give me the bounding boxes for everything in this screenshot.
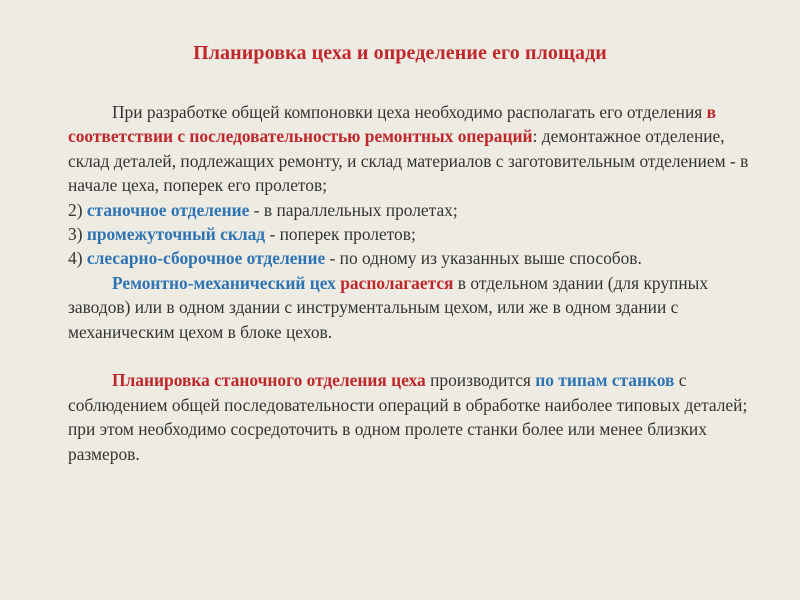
paragraph2-term: Ремонтно-механический цех: [112, 272, 336, 293]
paragraph3-emphasis: по типам станков: [535, 370, 675, 391]
paragraph-machine-section: [68, 368, 758, 466]
paragraph2-rest: в отдельном здании (для крупных заводов) или в одном здании с инструментальным цехом, или же в одном здании с механическим цехом в блоке цехов.: [68, 272, 709, 342]
list-item-term: станочное отделение: [86, 199, 250, 220]
paragraph3-rest: с соблюдением общей последовательности операций в обработке наиболее типовых деталей; при этом необходимо сосредоточить в одном пролете станки более или менее близких размеров.: [68, 370, 748, 464]
list-item-rest: - поперек пролетов;: [265, 224, 416, 245]
list-item-rest: - в параллельных пролетах;: [249, 199, 458, 220]
paragraph-layout-rules: [68, 100, 758, 198]
body-text: [68, 100, 758, 466]
paragraph1-tail: : демонтажное отделение, склад деталей, подлежащих ремонту, и склад материалов с заготовительным отделением - в начале цеха, поперек его пролетов;: [68, 126, 749, 196]
list-item-rest: - по одному из указанных выше способов.: [325, 248, 642, 269]
list-item: [68, 222, 758, 246]
paragraph3-term: Планировка станочного отделения цеха: [112, 370, 426, 391]
list-item-number: 4): [68, 248, 87, 269]
paragraph3-mid: производится: [425, 370, 536, 391]
list-item: [68, 246, 758, 270]
list-item-number: 3): [68, 224, 87, 245]
paragraph-gap: [68, 344, 758, 368]
list-item-number: 2): [68, 199, 87, 220]
page-title: Планировка цеха и определение его площади: [193, 42, 607, 64]
paragraph1-lead: При разработке общей компоновки цеха необходимо располагать его отделения: [112, 102, 707, 122]
paragraph1-emphasis: в соответствии с последовательностью ремонтных операций: [68, 102, 717, 147]
paragraph2-verb: располагается: [340, 272, 454, 293]
list-item: [68, 198, 758, 222]
list-item-term: промежуточный склад: [86, 224, 266, 245]
paragraph-repair-shop: [68, 271, 758, 344]
list-item-term: слесарно-сборочное отделение: [86, 248, 326, 269]
